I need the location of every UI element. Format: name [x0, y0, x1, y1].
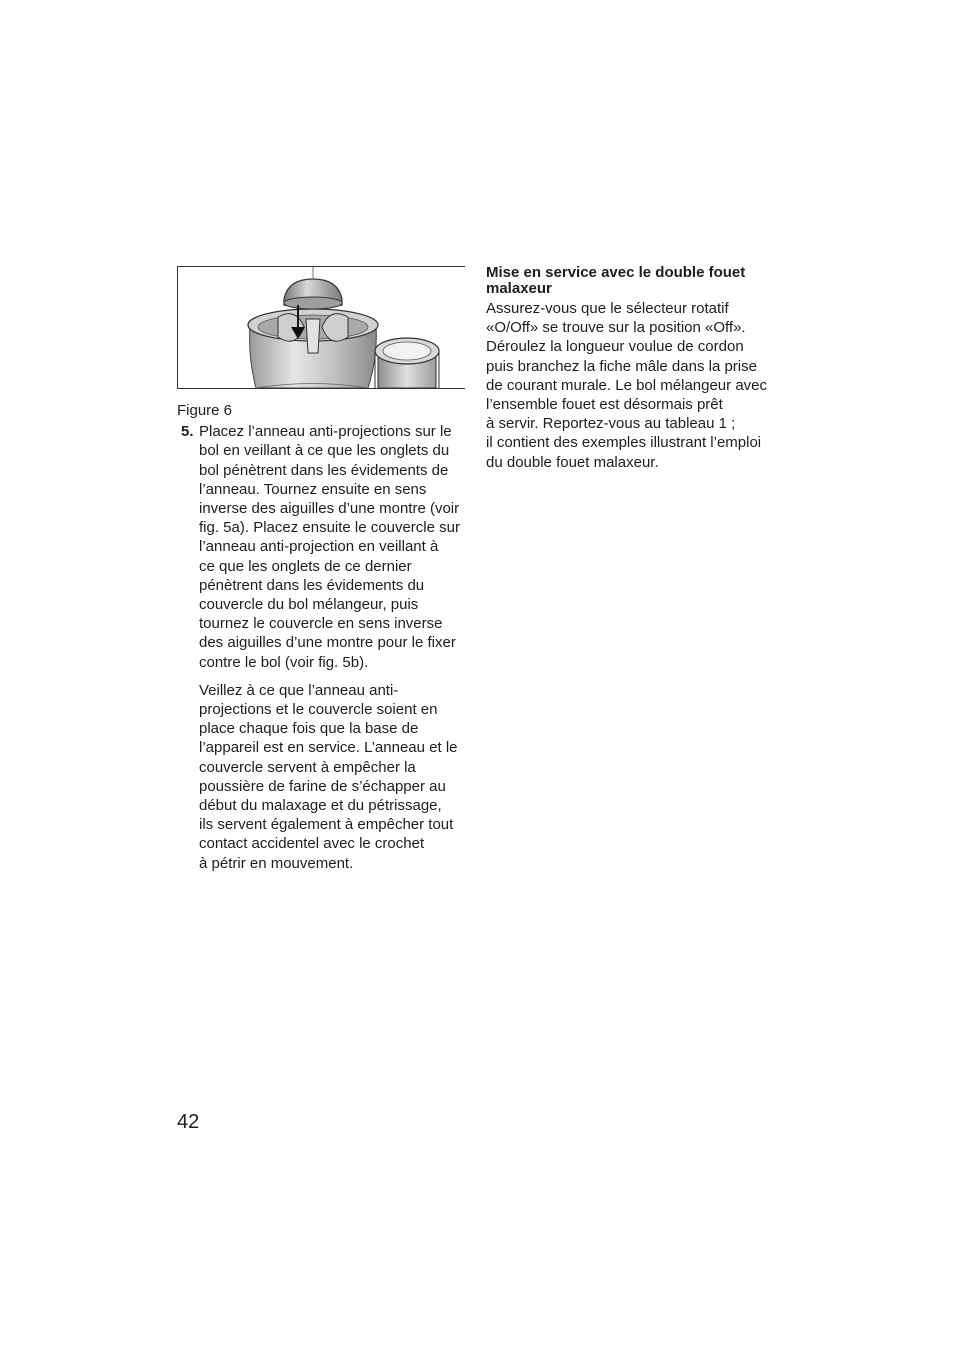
text-line: à pétrir en mouvement.	[199, 854, 354, 872]
text-line: l’anneau. Tournez ensuite en sens	[199, 480, 427, 498]
text-line: ils servent également à empêcher tout	[199, 816, 454, 834]
mixer-bowl-illustration	[178, 267, 465, 388]
text-line: à servir. Reportez-vous au tableau 1 ;	[486, 415, 736, 433]
text-line: Assurez-vous que le sélecteur rotatif	[486, 300, 729, 317]
text-line: puis branchez la fiche mâle dans la prise	[486, 357, 757, 375]
text-line: il contient des exemples illustrant l’emploi	[486, 434, 762, 452]
figure-6-illustration	[177, 266, 465, 389]
page-number: 42	[177, 1111, 200, 1133]
text-line: l’anneau anti-projection en veillant à	[199, 538, 439, 556]
text-line: poussière de farine de s’échapper au	[199, 777, 446, 795]
text-line: du double fouet malaxeur.	[486, 453, 659, 471]
text-line: place chaque fois que la base de	[199, 720, 419, 738]
section-body	[486, 299, 786, 472]
safety-paragraph	[199, 681, 469, 873]
text-line: Veillez à ce que l’anneau anti-	[199, 681, 399, 699]
text-line: couvercle servent à empêcher la	[199, 758, 416, 776]
text-line: tournez le couvercle en sens inverse	[199, 615, 443, 633]
text-line: ce que les onglets de ce dernier	[199, 557, 412, 575]
right-column	[486, 265, 786, 472]
left-column	[177, 266, 469, 873]
text-line: fig. 5a). Placez ensuite le couvercle sur	[199, 519, 460, 537]
text-line: projections et le couvercle soient en	[199, 701, 438, 719]
text-line: l’ensemble fouet est désormais prêt	[486, 396, 723, 414]
text-line: des aiguilles d’une montre pour le fixer	[199, 634, 456, 652]
step-number: 5.	[181, 423, 194, 441]
text-line: inverse des aiguilles d’une montre (voir	[199, 500, 460, 518]
step-5-text	[199, 422, 467, 672]
step-5	[177, 422, 469, 672]
text-line: couvercle du bol mélangeur, puis	[199, 596, 419, 614]
text-line: de courant murale. Le bol mélangeur avec	[486, 376, 768, 394]
text-line: «O/Off» se trouve sur la position «Off».	[486, 319, 746, 337]
text-line: bol pénètrent dans les évidements de	[199, 461, 449, 479]
text-line: contact accidentel avec le crochet	[199, 835, 425, 853]
text-line: Déroulez la longueur voulue de cordon	[486, 338, 744, 356]
text-line: bol en veillant à ce que les onglets du	[199, 442, 450, 460]
text-line: début du malaxage et du pétrissage,	[199, 797, 442, 815]
text-line: l’appareil est en service. L’anneau et le	[199, 739, 458, 757]
figure-caption: Figure 6	[177, 402, 233, 419]
text-line: contre le bol (voir fig. 5b).	[199, 653, 369, 671]
section-heading	[486, 265, 786, 297]
text-line: pénètrent dans les évidements du	[199, 576, 425, 594]
text-line: Placez l’anneau anti-projections sur le	[199, 423, 452, 441]
heading-line: malaxeur	[486, 280, 552, 297]
heading-line: Mise en service avec le double fouet	[486, 264, 746, 281]
